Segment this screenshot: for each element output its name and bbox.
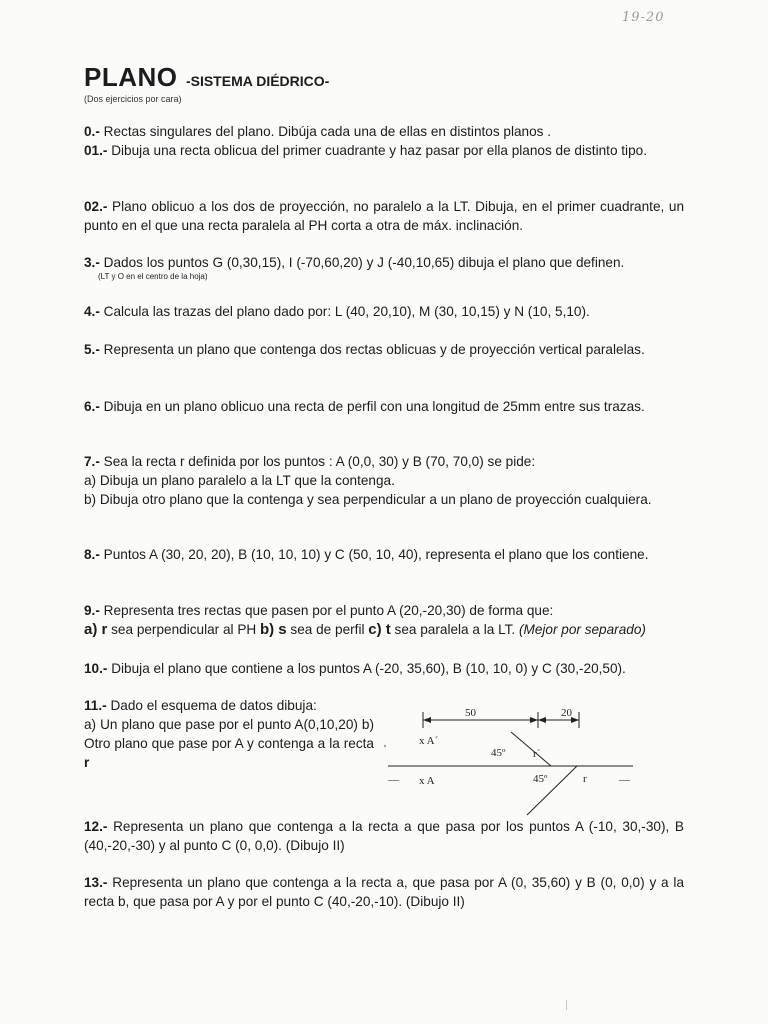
subtitle-note: (Dos ejercicios por cara)	[84, 94, 182, 104]
exercise-9-parts	[84, 620, 684, 639]
exercise-0	[84, 122, 684, 141]
exercise-text: Representa un plano que contenga a la recta a que pasa por los puntos A (-10, 30,-30), B (40,-20,-30) y al punto C (0, 0,0). (Dibujo II)	[84, 819, 684, 853]
exercise-10	[84, 659, 684, 678]
exercise-text: Plano oblicuo a los dos de proyección, no paralelo a la LT. Dibuja, en el primer cuadrante, un punto en el que una recta paralela al PH corta a otra de máx. inclinación.	[84, 199, 684, 233]
exercise-text: Calcula las trazas del plano dado por: L (40, 20,10), M (30, 10,15) y N (10, 5,10).	[103, 304, 590, 319]
part-c-text: sea paralela a la LT.	[390, 622, 519, 637]
exercise-13	[84, 873, 684, 911]
dim-arrow-mid-right	[538, 717, 546, 723]
label-xA-vertical: x A´	[419, 735, 439, 747]
corner-note: 19-20	[622, 10, 665, 25]
dim-arrow-mid-left	[530, 717, 538, 723]
exercise-11-body: a) Un plano que pase por el punto A(0,10,20) b) Otro plano que pase por A y contenga a la recta	[84, 717, 374, 751]
ground-dash-left: —	[388, 774, 399, 786]
exercise-5	[84, 340, 684, 359]
exercise-part-a: a) Dibuja un plano paralelo a la LT que la contenga.	[84, 473, 395, 488]
exercise-number: 13.-	[84, 875, 108, 890]
exercise-11	[84, 696, 374, 772]
exercise-number: 4.-	[84, 304, 100, 319]
exercise-number: 11.-	[84, 698, 107, 713]
title-main: PLANO	[84, 62, 178, 92]
label-r-vertical: r´	[533, 748, 541, 760]
exercise-number: 7.-	[84, 454, 100, 469]
exercise-part-b: b) Dibuja otro plano que la contenga y sea perpendicular a un plano de proyección cualquiera.	[84, 492, 652, 507]
exercise-text: Dado el esquema de datos dibuja:	[110, 698, 317, 713]
exercise-6	[84, 397, 684, 416]
exercise-number: 3.-	[84, 255, 100, 270]
exercise-4	[84, 302, 684, 321]
label-r-horizontal: r	[583, 773, 587, 785]
exercise-note: (LT y O en el centro de la hoja)	[98, 272, 208, 281]
exercise-text: Representa un plano que contenga a la recta a, que pasa por A (0, 35,60) y B (0, 0,0) y a la recta b, que pasa por A y por el punto C (40,-20,-10). (Dibujo II)	[84, 875, 685, 909]
dim-label-50: 50	[465, 707, 476, 719]
exercise-9	[84, 601, 684, 639]
exercise-number: 9.-	[84, 603, 100, 618]
exercise-text: Dibuja en un plano oblicuo una recta de perfil con una longitud de 25mm entre sus trazas.	[103, 399, 645, 414]
part-b-text: sea de perfil	[286, 622, 369, 637]
exercise-01	[84, 141, 684, 160]
exercise-number: 8.-	[84, 547, 100, 562]
label-angle-top: 45º	[491, 747, 506, 759]
scan-mark	[566, 1000, 567, 1010]
line-r-vertical-projection	[511, 732, 551, 766]
exercise-number: 12.-	[84, 819, 108, 834]
dim-arrow-right	[571, 717, 579, 723]
exercise-number: 02.-	[84, 199, 108, 214]
exercise-number: 01.-	[84, 143, 108, 158]
exercise-text: Puntos A (30, 20, 20), B (10, 10, 10) y C (50, 10, 40), representa el plano que los contiene.	[103, 547, 649, 562]
exercise-text: Rectas singulares del plano. Dibúja cada una de ellas en distintos planos .	[103, 124, 552, 139]
exercise-12	[84, 817, 684, 855]
part-c-note: (Mejor por separado)	[518, 622, 646, 637]
page-title	[84, 62, 329, 93]
label-angle-bottom: 45º	[533, 773, 548, 785]
exercise-text: Sea la recta r definida por los puntos : A (0,0, 30) y B (70, 70,0) se pide:	[103, 454, 536, 469]
part-a-label: a) r	[84, 621, 108, 638]
exercise-7	[84, 452, 684, 509]
exercise-number: 6.-	[84, 399, 100, 414]
title-sub: -SISTEMA DIÉDRICO-	[185, 73, 330, 89]
part-c-label: c) t	[368, 621, 391, 638]
part-a-text: sea perpendicular al PH	[107, 622, 260, 637]
exercise-text: Representa un plano que contenga dos rectas oblicuas y de proyección vertical paralelas.	[103, 342, 645, 357]
exercise-text: Representa tres rectas que pasen por el punto A (20,-20,30) de forma que:	[103, 603, 554, 618]
data-scheme-diagram	[383, 700, 643, 825]
tick-mark: '	[384, 743, 386, 755]
exercise-text: Dados los puntos G (0,30,15), I (-70,60,20) y J (-40,10,65) dibuja el plano que definen.	[103, 255, 625, 270]
dim-label-20: 20	[561, 707, 572, 719]
exercise-11-parts	[84, 715, 374, 772]
exercise-8	[84, 545, 684, 564]
exercise-text: Dibuja el plano que contiene a los puntos A (-20, 35,60), B (10, 10, 0) y C (30,-20,50).	[111, 661, 626, 676]
line-r-label: r	[84, 755, 90, 770]
exercise-3	[84, 253, 684, 282]
dim-arrow-left	[423, 717, 431, 723]
exercise-number: 10.-	[84, 661, 108, 676]
exercise-number: 0.-	[84, 124, 100, 139]
label-xA-horizontal: x A	[419, 775, 435, 787]
ground-dash-right: —	[619, 774, 630, 786]
exercise-text: Dibuja una recta oblicua del primer cuadrante y haz pasar por ella planos de distinto tipo.	[111, 143, 647, 158]
exercise-number: 5.-	[84, 342, 100, 357]
exercise-02	[84, 197, 684, 235]
part-b-label: b) s	[259, 621, 287, 638]
